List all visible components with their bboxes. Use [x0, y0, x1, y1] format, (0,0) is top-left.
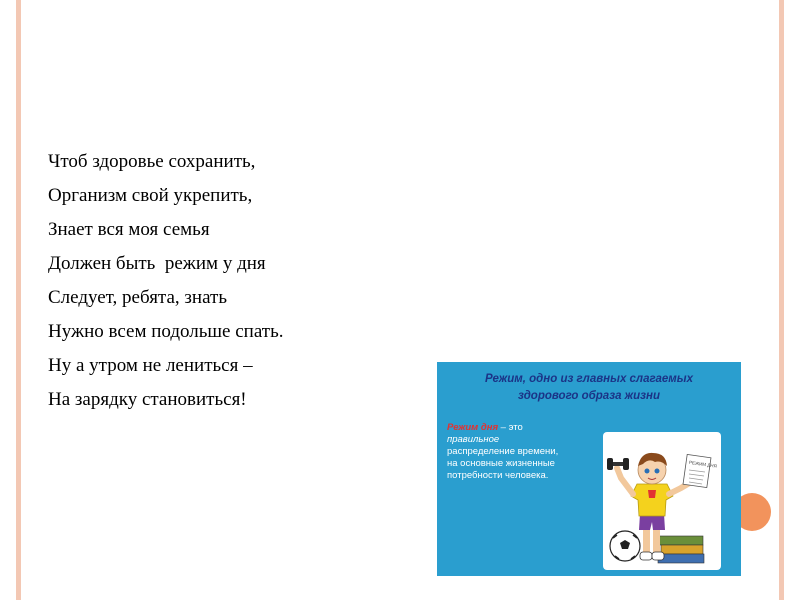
soccer-ball-icon	[610, 531, 640, 561]
card-title-line: здорового образа жизни	[517, 390, 660, 402]
poem-line: Знает вся моя семья	[48, 219, 210, 240]
definition-line: распределение времени,	[447, 446, 559, 457]
books-icon	[658, 536, 704, 563]
paper-text: РЕЖИМ ДНЯ	[688, 459, 718, 469]
poem-line: Нужно всем подольше спать.	[48, 321, 284, 342]
paper-icon	[683, 454, 717, 487]
definition-line	[447, 422, 627, 434]
definition-line: потребности человека.	[447, 470, 549, 481]
card-definition	[447, 422, 627, 482]
poem-line: Следует, ребята, знать	[48, 287, 227, 308]
definition-dash: – это	[498, 422, 523, 433]
definition-term: Режим дня	[447, 422, 499, 433]
definition-line: на основные жизненные	[447, 458, 555, 469]
daily-regime-card	[437, 362, 741, 576]
card-title	[437, 371, 741, 405]
poem	[48, 145, 284, 417]
boy-exercising-illustration	[603, 432, 721, 570]
poem-line: Ну а утром не лениться –	[48, 355, 253, 376]
poem-line: Должен быть режим у дня	[48, 253, 266, 274]
poem-line: Организм свой укрепить,	[48, 185, 253, 206]
poem-line: На зарядку становиться!	[48, 389, 247, 410]
card-title-line: Режим, одно из главных слагаемых	[485, 373, 693, 385]
poem-line: Чтоб здоровье сохранить,	[48, 151, 256, 172]
definition-line: правильное	[447, 434, 500, 445]
